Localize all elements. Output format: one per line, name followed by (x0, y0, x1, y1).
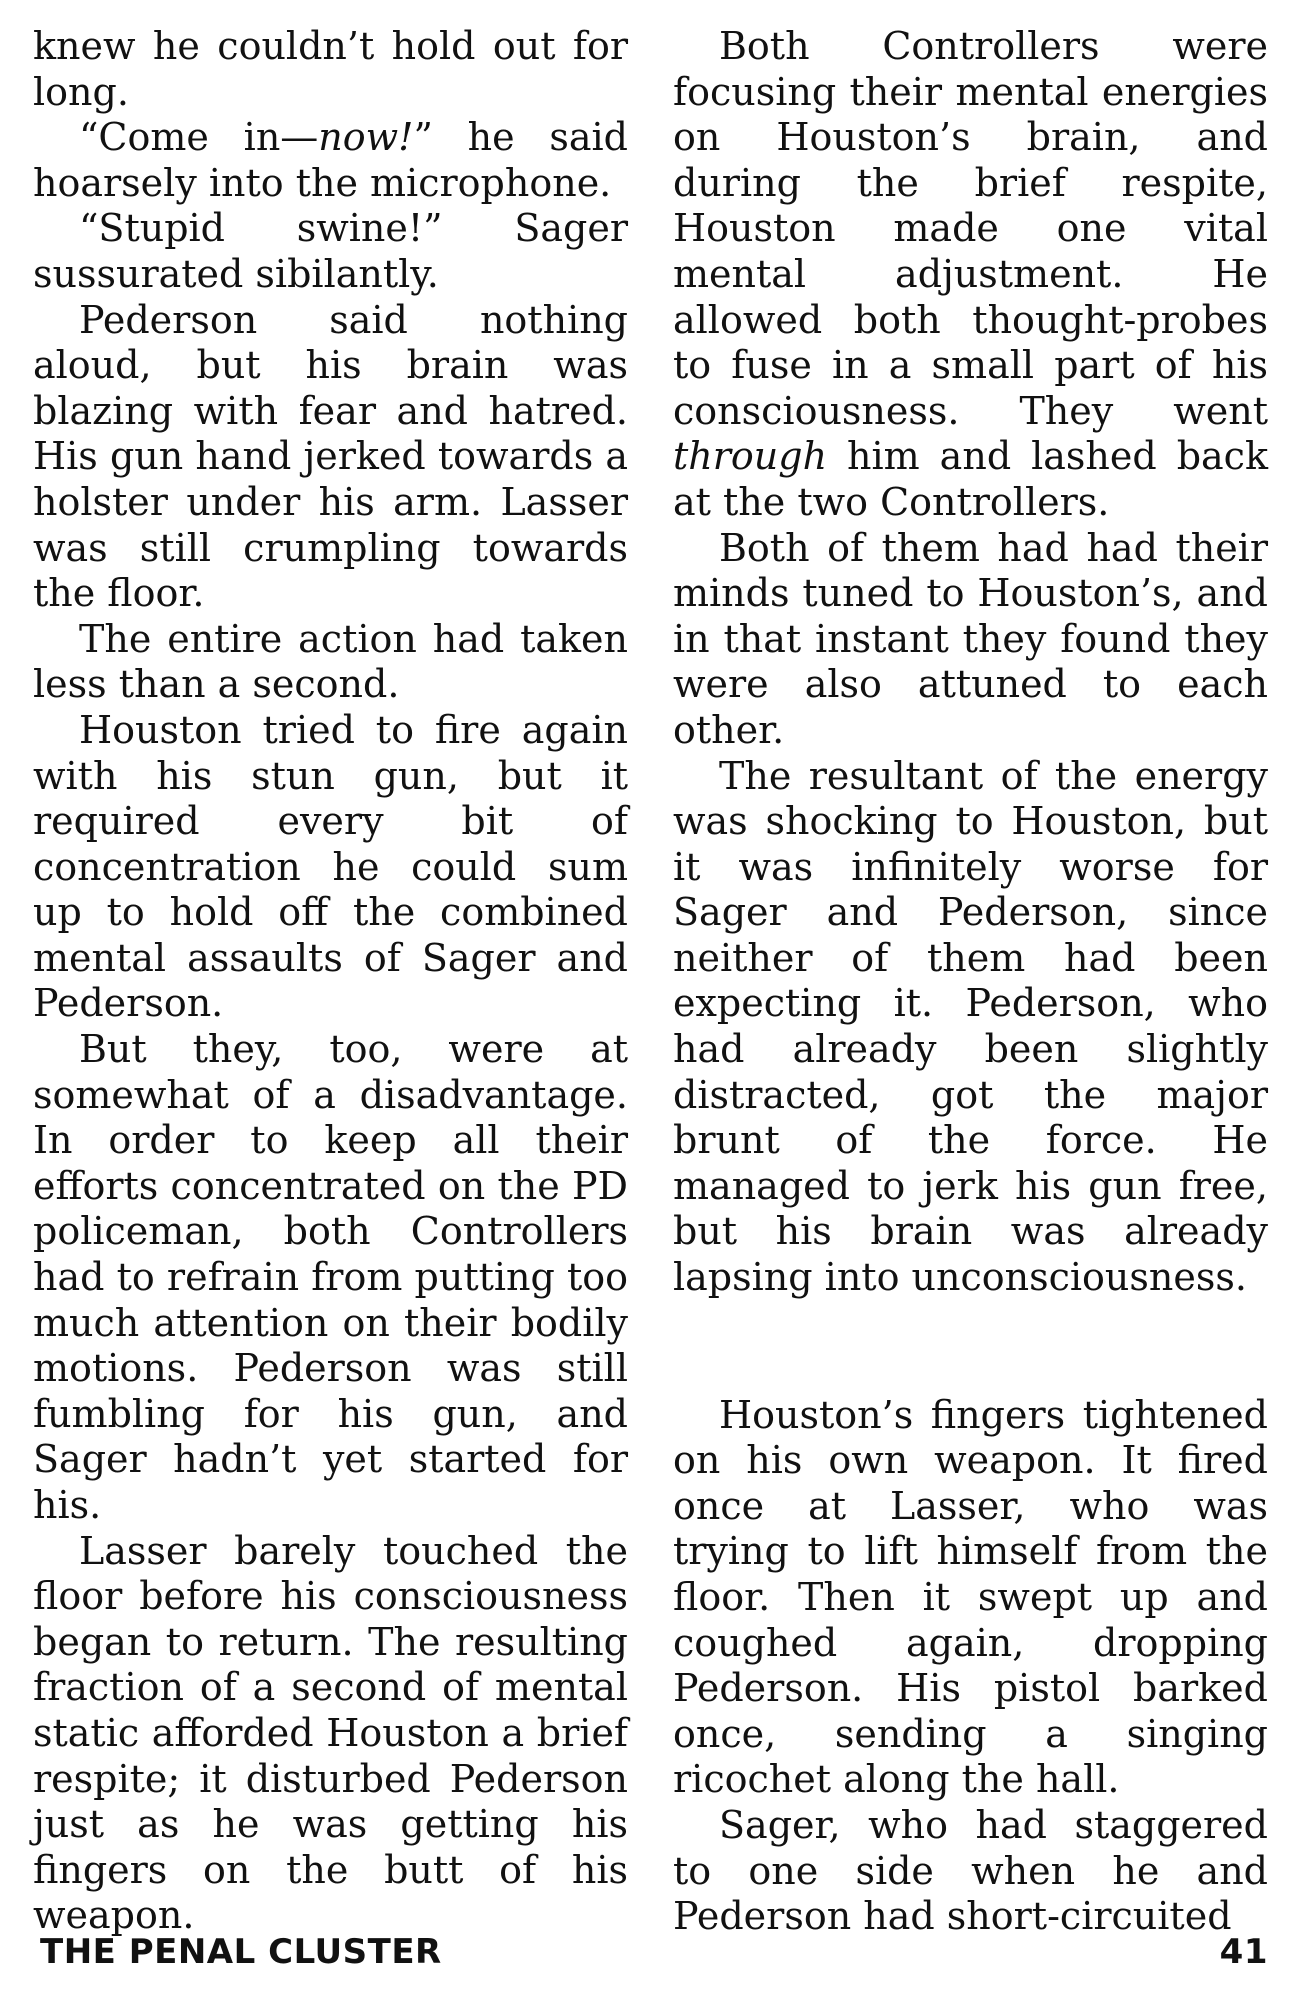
paragraph: Sager, who had staggered to one side when he and Pederson had short-circuited (673, 1802, 1268, 1939)
paragraph (673, 24, 1268, 526)
paragraph: But they, too, were at somewhat of a disadvantage. In order to keep all their efforts concentrated on the PD policeman, both Controllers had to refrain from putting too much attention on their bodily motions. Pederson was still fumbling for his gun, and Sager hadn’t yet started for his. (33, 1027, 628, 1527)
page-footer (40, 1932, 1268, 1982)
running-title: THE PENAL CLUSTER (40, 1932, 442, 1972)
paragraph: Houston tried to fire again with his stun gun, but it required every bit of concentration he could sum up to hold off the combined mental assaults of Sager and Pederson. (33, 707, 628, 1026)
emphasis-text: through (673, 434, 828, 479)
paragraph: Both of them had had their minds tuned to Houston’s, and in that instant they found they were also attuned to each other. (673, 525, 1268, 752)
paragraph: Lasser barely touched the floor before his consciousness began to return. The resulting fraction of a second of mental static afforded Houston a brief respite; it disturbed Pederson just as he was getting his fingers on the butt of his weapon. (33, 1528, 628, 1938)
paragraph: The entire action had taken less than a second. (33, 616, 628, 707)
paragraph: The resultant of the energy was shocking to Houston, but it was infinitely worse for Sager and Pederson, since neither of them had been expecting it. Pederson, who had already been slightly distracted, got the major brunt of the force. He managed to jerk his gun free, but his brain was already lapsing into unconsciousness. (673, 753, 1268, 1300)
paragraph: Pederson said nothing aloud, but his brain was blazing with fear and hatred. His gun hand jerked towards a holster under his arm. Lasser was still crumpling towards the floor. (33, 297, 628, 616)
text-run: him and lashed back at the two Controllers. (673, 434, 1268, 524)
emphasis-text: now! (318, 115, 414, 160)
text-run: ” he said hoarsely into the microphone. (33, 115, 628, 205)
paragraph: knew he couldn’t hold out for long. (33, 24, 628, 114)
text-run: Both Controllers were focusing their mental energies on Houston’s brain, and during the brief respite, Houston made one vital mental adjustment. He allowed both thought-probes to fuse in a small part of his consciousness. They went (673, 24, 1268, 433)
left-column (33, 24, 628, 1939)
text-run: “Come in— (79, 115, 319, 160)
right-column (673, 24, 1268, 1940)
page-number: 41 (1219, 1932, 1268, 1972)
paragraph: Houston’s fingers tightened on his own weapon. It fired once at Lasser, who was trying to lift himself from the floor. Then it swept up and coughed again, dropping Pederson. His pistol barked once, sending a singing ricochet along the hall. (673, 1392, 1268, 1802)
paragraph: “Stupid swine!” Sager sussurated sibilantly. (33, 206, 628, 296)
paragraph (33, 115, 628, 206)
